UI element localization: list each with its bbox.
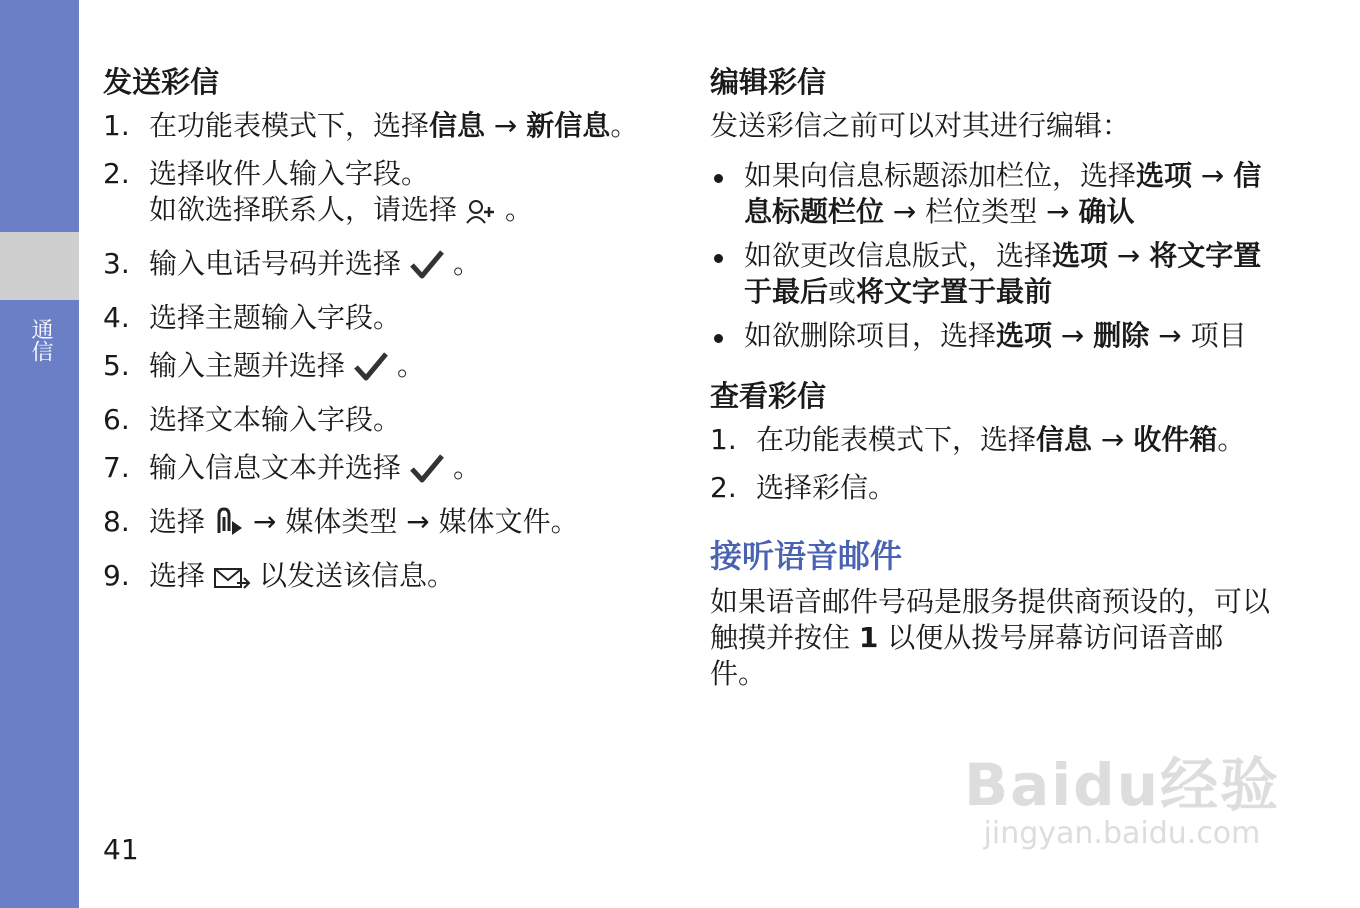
list-item: 5. 输入主题并选择 。 bbox=[103, 348, 663, 390]
list-item: 9. 选择 以发送该信息。 bbox=[103, 558, 663, 600]
sidebar bbox=[0, 0, 79, 908]
checkmark-icon bbox=[409, 249, 445, 288]
edit-mms-bullets bbox=[710, 158, 1270, 354]
bullet-dot bbox=[714, 174, 723, 183]
checkmark-icon bbox=[353, 351, 389, 390]
list-item: 1. 在功能表模式下，选择信息 → 新信息。 bbox=[103, 109, 639, 142]
section-tab bbox=[0, 232, 79, 300]
watermark-logo: Baidu经验 bbox=[963, 751, 1280, 819]
voicemail-title: 接听语音邮件 bbox=[710, 537, 903, 575]
list-item: 如欲删除项目，选择选项 → 删除 → 项目 bbox=[710, 318, 1270, 354]
send-mms-steps bbox=[103, 108, 663, 600]
page-number: 41 bbox=[103, 833, 139, 866]
watermark-url: jingyan.baidu.com bbox=[983, 816, 1261, 851]
send-mms-title: 发送彩信 bbox=[103, 65, 220, 99]
list-item: 2. 选择彩信。 bbox=[710, 471, 897, 504]
right-column bbox=[710, 62, 1270, 692]
list-item: 2. 选择收件人输入字段。 如欲选择联系人，请选择 。 bbox=[103, 156, 663, 234]
bullet-dot bbox=[714, 254, 723, 263]
watermark bbox=[964, 738, 1280, 851]
list-item: 如果向信息标题添加栏位，选择选项 → 信息标题栏位 → 栏位类型 → 确认 bbox=[710, 158, 1270, 230]
list-item: 3. 输入电话号码并选择 。 bbox=[103, 246, 663, 288]
send-mail-icon bbox=[213, 564, 251, 600]
left-column bbox=[103, 62, 663, 600]
edit-mms-title: 编辑彩信 bbox=[710, 65, 827, 99]
list-item: 8. 选择 → 媒体类型 → 媒体文件。 bbox=[103, 504, 663, 546]
bullet-dot bbox=[714, 334, 723, 343]
view-mms-steps bbox=[710, 422, 1270, 506]
edit-mms-intro: 发送彩信之前可以对其进行编辑： bbox=[710, 109, 1131, 142]
checkmark-icon bbox=[409, 453, 445, 492]
section-label: 通信 bbox=[28, 318, 53, 362]
add-contact-icon bbox=[465, 198, 497, 234]
view-mms-title: 查看彩信 bbox=[710, 379, 827, 413]
voicemail-text: 如果语音邮件号码是服务提供商预设的，可以触摸并按住 1 以便从拨号屏幕访问语音邮件。 bbox=[710, 585, 1271, 690]
attach-icon bbox=[213, 507, 245, 546]
list-item: 如欲更改信息版式，选择选项 → 将文字置于最后或将文字置于最前 bbox=[710, 238, 1270, 310]
list-item: 6. 选择文本输入字段。 bbox=[103, 403, 402, 436]
list-item: 1. 在功能表模式下，选择信息 → 收件箱。 bbox=[710, 423, 1246, 456]
list-item: 7. 输入信息文本并选择 。 bbox=[103, 450, 663, 492]
list-item: 4. 选择主题输入字段。 bbox=[103, 301, 402, 334]
